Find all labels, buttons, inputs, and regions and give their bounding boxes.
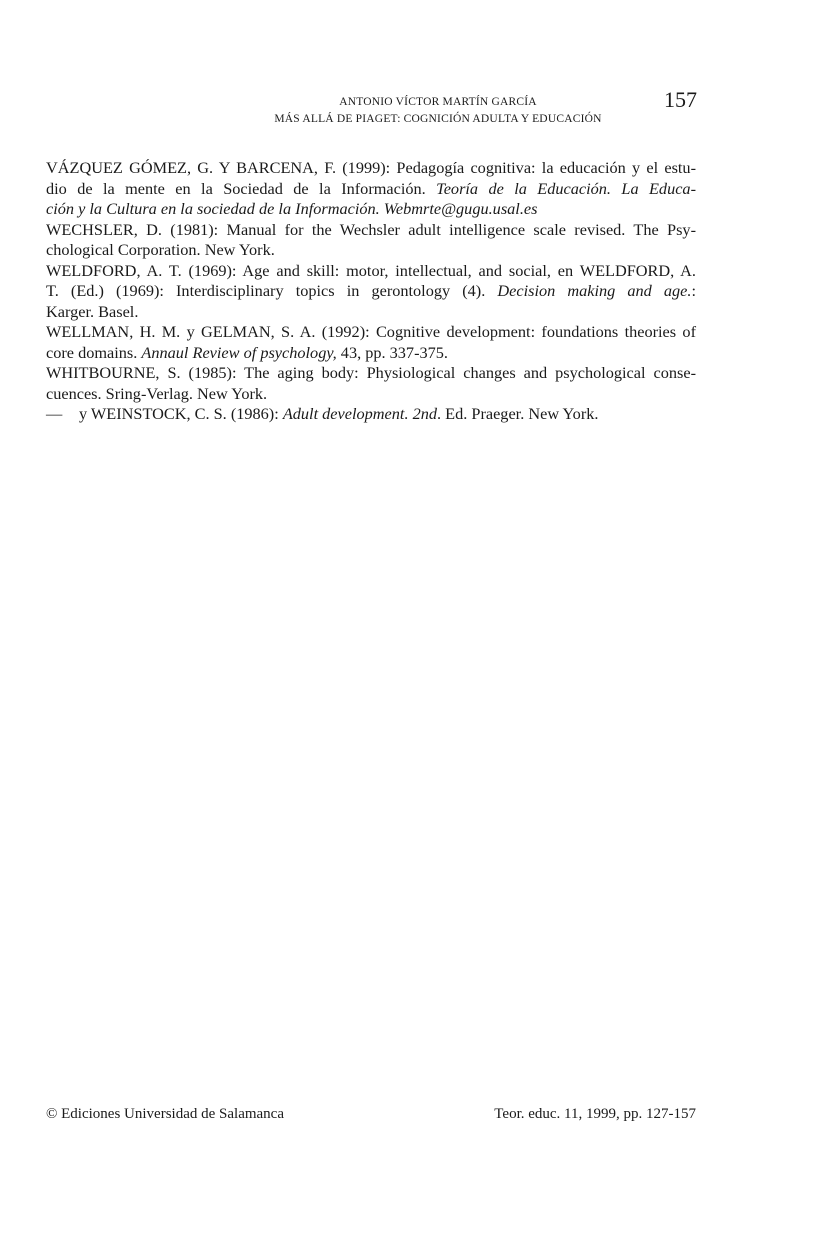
reference-line xyxy=(46,158,696,179)
italic-text: ción y la Cultura en la sociedad de la Información. Webmrte@gugu.usal.es xyxy=(46,199,538,218)
text: T. (Ed.) (1969): Interdisciplinary topics in gerontology (4). xyxy=(46,281,498,300)
reference-entry xyxy=(46,261,696,323)
italic-text: Decision making and age. xyxy=(497,281,692,300)
text: VÁZQUEZ GÓMEZ, G. Y BARCENA, F. (1999): Pedagogía cognitiva: la educación y el estu- xyxy=(46,158,696,177)
reference-line xyxy=(46,383,696,405)
text: cuences. Sring-Verlag. New York. xyxy=(46,383,268,403)
running-head xyxy=(0,94,828,128)
text: y WEINSTOCK, C. S. (1986): xyxy=(79,404,283,423)
text: Karger. Basel. xyxy=(46,301,139,321)
reference-line xyxy=(46,301,696,323)
running-head-title: MÁS ALLÁ DE PIAGET: COGNICIÓN ADULTA Y EDUCACIÓN xyxy=(274,113,602,125)
reference-line xyxy=(79,404,598,425)
reference-line xyxy=(46,363,696,384)
reference-entry xyxy=(46,158,696,220)
reference-entry xyxy=(46,220,696,261)
reference-line xyxy=(46,322,696,343)
reference-line xyxy=(46,219,696,241)
page-footer xyxy=(46,1105,696,1123)
text: : xyxy=(691,281,696,300)
running-head-author: ANTONIO VÍCTOR MARTÍN GARCÍA xyxy=(339,96,537,108)
reference-entry-continued xyxy=(46,404,696,425)
text: WELDFORD, A. T. (1969): Age and skill: motor, intellectual, and social, en WELDFORD, A. xyxy=(46,260,696,280)
text: dio de la mente en la Sociedad de la Información. xyxy=(46,178,437,198)
reference-line xyxy=(46,342,696,364)
page-number: 157 xyxy=(664,87,697,112)
text: core domains. xyxy=(46,342,142,362)
reference-line xyxy=(46,240,696,261)
ditto-dash: — xyxy=(46,404,63,423)
text: 43, pp. 337-375. xyxy=(336,342,448,362)
italic-text: Adult development. 2nd xyxy=(282,404,438,423)
reference-line xyxy=(46,281,696,302)
reference-line xyxy=(46,178,696,200)
text: WHITBOURNE, S. (1985): The aging body: Physiological changes and psychological conse- xyxy=(46,363,696,382)
italic-text: Teoría de la Educación. La Educa- xyxy=(436,178,696,198)
footer-publisher: © Ediciones Universidad de Salamanca xyxy=(46,1106,284,1122)
reference-entry xyxy=(46,322,696,363)
text: WELLMAN, H. M. y GELMAN, S. A. (1992): Cognitive development: foundations theories of xyxy=(46,322,696,341)
reference-entry xyxy=(46,363,696,404)
reference-line xyxy=(46,260,696,282)
reference-list xyxy=(46,158,696,425)
text: . Ed. Praeger. New York. xyxy=(437,404,599,423)
text: WECHSLER, D. (1981): Manual for the Wechsler adult intelligence scale revised. The Psy- xyxy=(46,219,696,239)
footer-citation: Teor. educ. 11, 1999, pp. 127-157 xyxy=(494,1106,696,1122)
italic-text: Annaul Review of psychology, xyxy=(141,342,337,362)
reference-line xyxy=(46,199,696,220)
text: chological Corporation. New York. xyxy=(46,240,275,259)
